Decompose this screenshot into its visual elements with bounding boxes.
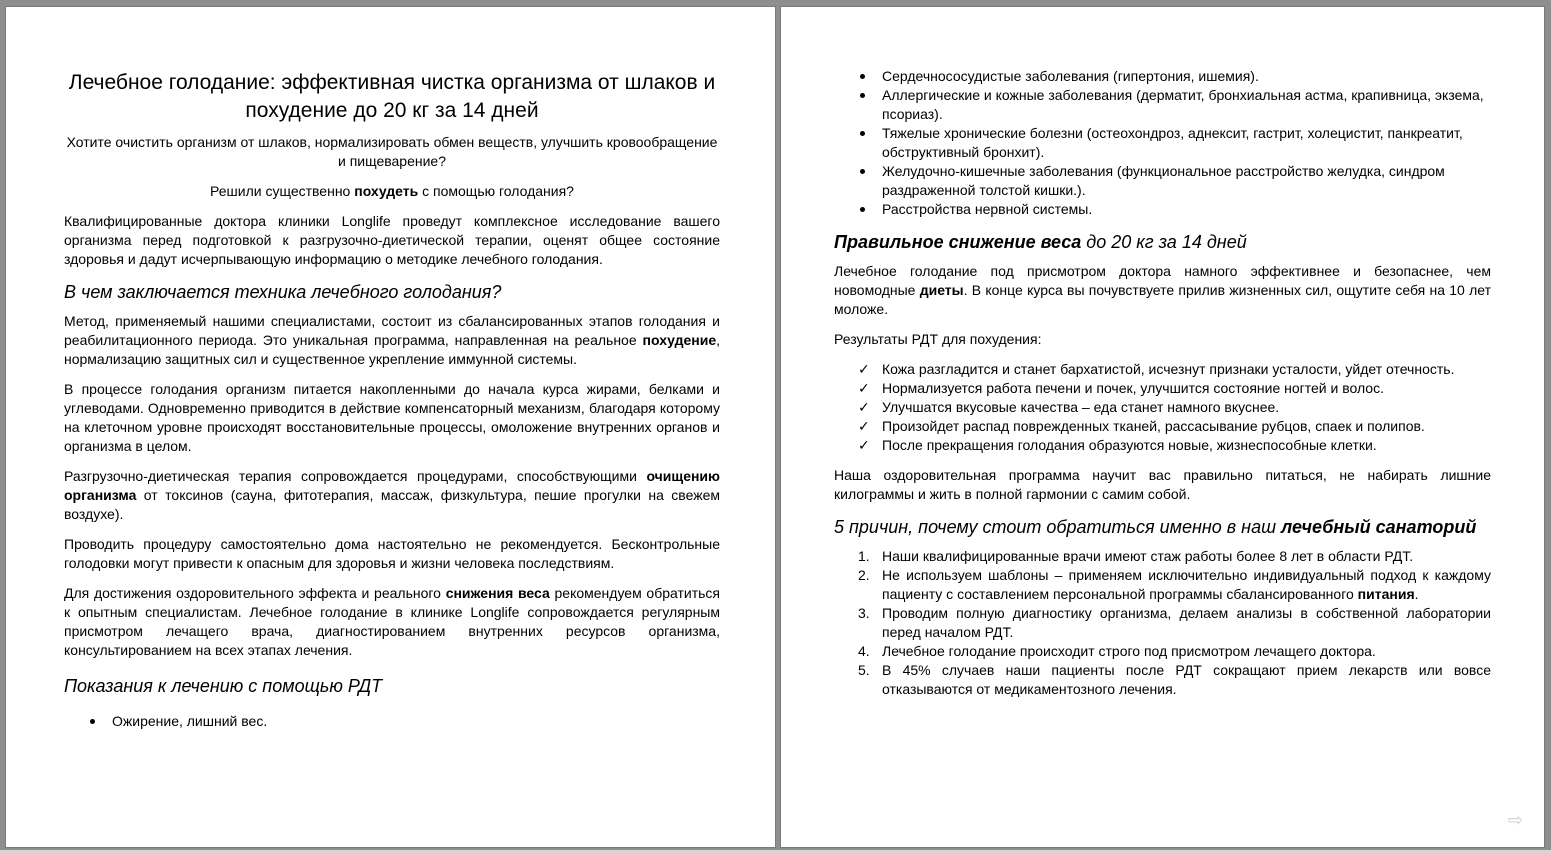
list-item: 5. В 45% случаев наши пациенты после РДТ сокращают прием лекарств или вовсе отказываются от медикаментозного лечения. xyxy=(858,662,1491,697)
section-heading: Показания к лечению с помощью РДТ xyxy=(64,676,383,696)
list-item: 3. Проводим полную диагностику организма, делаем анализы в собственной лаборатории перед началом РДТ. xyxy=(858,605,1491,640)
paragraph: Проводить процедуру самостоятельно дома настоятельно не рекомендуется. Бесконтрольные голодовки могут привести к опасным для здоровья и жизни человека последствиям. xyxy=(64,536,720,571)
bullet-list xyxy=(64,712,720,731)
bold-keyword: диеты xyxy=(919,282,964,298)
next-page-arrow-icon[interactable]: ⇨ xyxy=(1508,810,1524,830)
list-item: 1. Наши квалифицированные врачи имеют стаж работы более 8 лет в области РДТ. xyxy=(858,548,1414,564)
paragraph: Метод, применяемый нашими специалистами, состоит из сбалансированных этапов голодания и реабилитационного периода. Это уникальная программа, направленная на реальное похудение, нормализацию защитных сил и существенное укрепление иммунной системы. xyxy=(64,313,720,367)
list-item: Расстройства нервной системы. xyxy=(834,200,1491,219)
list-item: 2. Не используем шаблоны – применяем исключительно индивидуальный подход к каждому пациенту с составлением персональной программы сбалансированного питания. xyxy=(858,567,1491,602)
intro-question: Хотите очистить организм от шлаков, нормализировать обмен веществ, улучшить кровообращение и пищеварение? xyxy=(66,134,718,169)
numbered-list xyxy=(834,547,1491,699)
section-heading: В чем заключается техника лечебного голодания? xyxy=(64,282,502,302)
list-item: ✓ Произойдет распад поврежденных тканей, рассасывание рубцов, спаек и полипов. xyxy=(858,418,1425,434)
bold-keyword: питания xyxy=(1357,586,1415,602)
paragraph: Для достижения оздоровительного эффекта и реального снижения веса рекомендуем обратиться к опытным специалистам. Лечебное голодание в клинике Longlife сопровождается регулярным присмотром лечащего врача, диагностированием внутренних ресурсов организма, консультированием на всех этапах лечения. xyxy=(64,585,721,658)
bold-keyword: очищению организма xyxy=(64,468,720,503)
list-item: Желудочно-кишечные заболевания (функциональное расстройство желудка, синдром раздраженной толстой кишки.). xyxy=(834,162,1491,200)
paragraph: Лечебное голодание под присмотром доктора намного эффективнее и безопаснее, чем новомодные диеты. В конце курса вы почувствуете прилив жизненных сил, ощутите себя на 10 лет моложе. xyxy=(834,263,1492,317)
check-icon: ✓ xyxy=(858,437,870,453)
section-heading: 5 причин, почему стоит обратиться именно в наш лечебный санаторий xyxy=(834,517,1477,537)
check-list xyxy=(834,360,1491,455)
intro-question-2: Решили существенно похудеть с помощью голодания? xyxy=(210,183,574,199)
list-item: ✓ После прекращения голодания образуются новые, жизнеспособные клетки. xyxy=(858,437,1377,453)
status-bar xyxy=(0,850,1551,854)
check-icon: ✓ xyxy=(858,399,870,415)
section-heading: Правильное снижение веса до 20 кг за 14 дней xyxy=(834,232,1247,252)
list-item: Сердечнососудистые заболевания (гипертония, ишемия). xyxy=(834,67,1491,86)
bold-keyword: похудение xyxy=(642,332,717,348)
page-left xyxy=(6,7,775,847)
check-icon: ✓ xyxy=(858,418,870,434)
list-item: Ожирение, лишний вес. xyxy=(64,712,720,731)
list-item: ✓ Нормализуется работа печени и почек, улучшится состояние ногтей и волос. xyxy=(858,380,1384,396)
bullet-list xyxy=(834,67,1491,219)
list-item: Аллергические и кожные заболевания (дерматит, бронхиальная астма, крапивница, экзема, псориаз). xyxy=(834,86,1491,124)
list-item: Тяжелые хронические болезни (остеохондроз, аднексит, гастрит, холецистит, панкреатит, обструктивный бронхит). xyxy=(834,124,1491,162)
page-right xyxy=(781,7,1544,847)
check-icon: ✓ xyxy=(858,380,870,396)
paragraph: Наша оздоровительная программа научит вас правильно питаться, не набирать лишние килограммы и жить в полной гармонии с самим собой. xyxy=(834,467,1491,502)
list-item: ✓ Улучшатся вкусовые качества – еда станет намного вкуснее. xyxy=(858,399,1280,415)
list-item: 4. Лечебное голодание происходит строго под присмотром лечащего доктора. xyxy=(858,643,1376,659)
list-item: ✓ Кожа разгладится и станет бархатистой, исчезнут признаки усталости, уйдет отечность. xyxy=(858,361,1455,377)
paragraph: Результаты РДТ для похудения: xyxy=(834,331,1042,347)
paragraph: В процессе голодания организм питается накопленными до начала курса жирами, белками и углеводами. Одновременно приводится в действие компенсаторный механизм, благодаря которому на клеточном уровне происходят восстановительные процессы, омоложение внутренних органов и организма в целом. xyxy=(64,381,720,454)
bold-keyword: снижения веса xyxy=(445,585,550,601)
paragraph: Разгрузочно-диетическая терапия сопровождается процедурами, способствующими очищению организма от токсинов (сауна, фитотерапия, массаж, физкультура, пешие прогулки на свежем воздухе). xyxy=(64,468,720,522)
paragraph: Квалифицированные доктора клиники Longlife проведут комплексное исследование вашего организма перед подготовкой к разгрузочно-диетической терапии, оценят общее состояние здоровья и дадут исчерпывающую информацию о методике лечебного голодания. xyxy=(64,213,720,267)
check-icon: ✓ xyxy=(858,361,870,377)
page-title: Лечебное голодание: эффективная чистка организма от шлаков и похудение до 20 кг за 14 дней xyxy=(68,71,716,122)
bold-keyword: похудеть xyxy=(354,183,419,199)
